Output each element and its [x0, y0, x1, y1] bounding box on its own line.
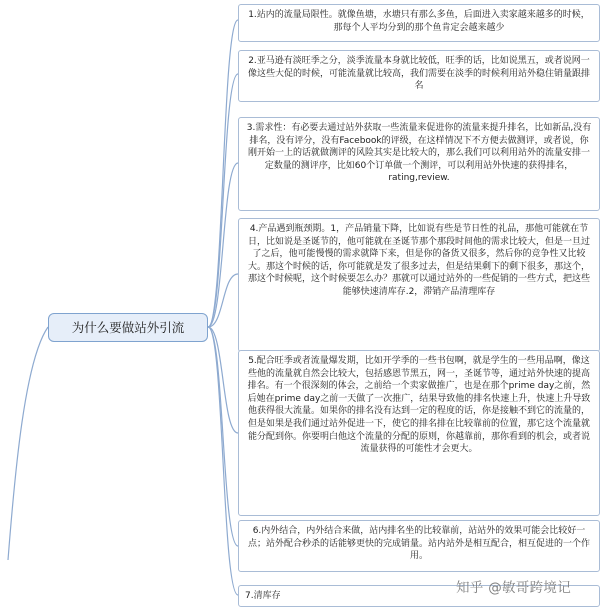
connector-1	[208, 20, 238, 327]
branch-4[interactable]: 4.产品遇到瓶颈期。1，产品销量下降，比如说有些是节日性的礼品，那他可能就在节日，比如说是圣诞节的，他可能就在圣诞节那个那段时间他的需求比较大，但是一旦过了之后，他可能慢慢的需求就降下来，但是你的备货又很多，然后你的竞争性又比较大。那这个时候的话，你可能就是发了很多过去，但是结果剩下的剩下很多，那这个，那这个时候呢，这个时候要怎么办？那就可以通过站外的一些促销的一些方式，把这些能够快速清库存.2，滞销产品清理库存	[238, 218, 600, 352]
branch-5[interactable]: 5.配合旺季或者流量爆发期，比如开学季的一些书包啊，就是学生的一些用品啊，像这些他的流量就自然会比较大，包括感恩节黑五，网一，圣诞节等，通过站外快速的提高排名。有一个很深刻的体会，之前给一个卖家做推广，也是在那个prime day之前，然后她在prime day之前一天做了一次推广，结果导致他的排名快速上升，快速上升导致他获得很大流量。如果你的排名没有达到一定的程度的话，你是接触不到它的流量的，但是如果是我们通过站外促进一下，使它的排名排在比较靠前的位置，那它这个流量就能分配到你。你要明白他这个流量的分配的原则，你越靠前，那你看到的机会，或者说流量获得的可能性才会更大。	[238, 350, 600, 516]
branch-2[interactable]: 2.亚马逊有淡旺季之分，淡季流量本身就比较低，旺季的话，比如说黑五，或者说网一像这些大促的时候，可能流量就比较高，我们需要在淡季的时候利用站外稳住销量跟排名	[238, 50, 600, 102]
connector-left	[8, 327, 48, 560]
connector-7	[208, 327, 238, 595]
connector-2	[208, 74, 238, 327]
branch-7[interactable]: 7.清库存	[238, 585, 600, 607]
connector-5	[208, 327, 238, 433]
root-topic[interactable]: 为什么要做站外引流	[48, 313, 208, 342]
branch-6[interactable]: 6.内外结合，内外结合来做，站内排名坐的比较靠前，站站外的效果可能会比较好一点；站外配合秒杀的话能够更快的完成销量。站内站外是相互配合，相互促进的一个作用。	[238, 520, 600, 572]
watermark: 知乎 @敏哥跨境记	[456, 580, 571, 596]
connector-6	[208, 327, 238, 546]
branch-1[interactable]: 1.站内的流量局限性。就像鱼塘，水塘只有那么多鱼，后面进入卖家越来越多的时候，那每个人平均分到的那个鱼肯定会越来越少	[238, 4, 600, 42]
branch-3[interactable]: 3.需求性：有必要去通过站外获取一些流量来促进你的流量来提升排名，比如新品,没有排名，没有评分，没有Facebook的评级，在这样情况下不方便去做测评，或者说，你刚开始一上的话就做测评的风险其实是比较大的，那么我们可以利用站外的流量安排一定数量的测评序，比如60个订单做一个测评，可以利用站外快速的获得排名，rating,review.	[238, 117, 600, 211]
